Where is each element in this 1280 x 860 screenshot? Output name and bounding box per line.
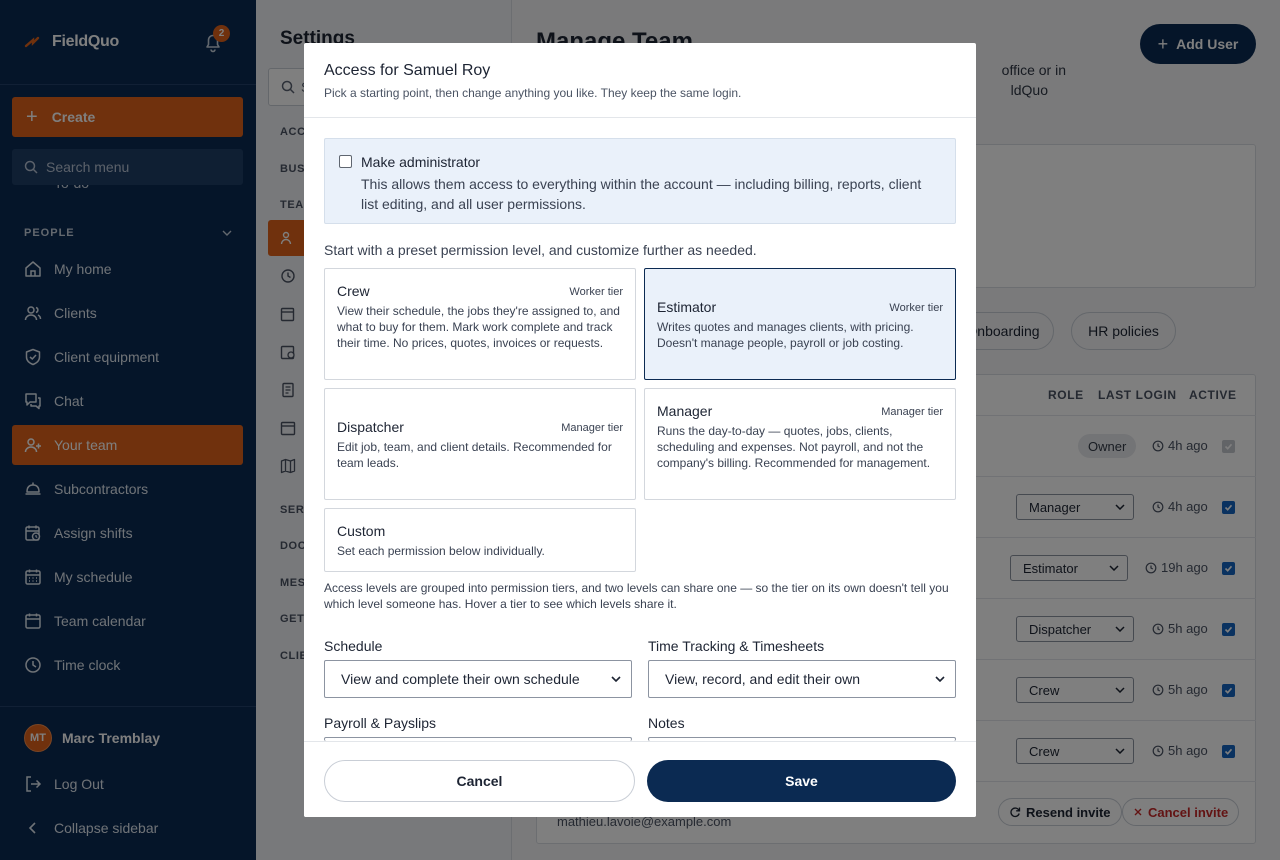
preset-card-manager[interactable] xyxy=(644,388,956,500)
preset-tier[interactable]: Worker tier xyxy=(569,286,623,298)
preset-tier[interactable]: Manager tier xyxy=(881,406,943,418)
preset-tier[interactable]: Manager tier xyxy=(561,422,623,434)
preset-description: Runs the day-to-day — quotes, jobs, clients, scheduling and expenses. Not payroll, and not the company's billing. Recommended for management. xyxy=(657,424,931,470)
permission-label-time-tracking: Time Tracking & Timesheets xyxy=(648,638,825,654)
time-tracking-permission-select[interactable] xyxy=(648,660,956,698)
chevron-down-icon xyxy=(611,676,621,682)
preset-description: Set each permission below individually. xyxy=(337,544,545,558)
preset-tier[interactable]: Worker tier xyxy=(889,302,943,314)
schedule-permission-select[interactable] xyxy=(324,660,632,698)
tier-note: Access levels are grouped into permission tiers, and two levels can share one — so the tier on its own doesn't tell you which level someone has. Hover a tier to see which levels share it. xyxy=(324,581,949,611)
access-modal xyxy=(304,43,976,817)
preset-name: Estimator xyxy=(657,299,717,315)
select-value: View, record, and edit their own xyxy=(665,671,861,687)
permission-label-payroll: Payroll & Payslips xyxy=(324,715,437,731)
preset-card-crew[interactable] xyxy=(324,268,636,380)
preset-name: Custom xyxy=(337,523,386,539)
modal-header xyxy=(304,43,976,118)
preset-card-estimator[interactable] xyxy=(644,268,956,380)
preset-card-custom[interactable] xyxy=(324,508,636,572)
chevron-down-icon xyxy=(935,676,945,682)
save-button[interactable]: Save xyxy=(647,760,956,802)
cancel-button[interactable]: Cancel xyxy=(324,760,635,802)
preset-description: Writes quotes and manages clients, with pricing. Doesn't manage people, payroll or job costing. xyxy=(657,320,914,350)
preset-description: View their schedule, the jobs they're assigned to, and what to buy for them. Mark work complete and track their time. No prices, quotes, invoices or requests. xyxy=(337,304,620,350)
preset-name: Dispatcher xyxy=(337,419,404,435)
preset-description: Edit job, team, and client details. Recommended for team leads. xyxy=(337,440,612,470)
make-admin-panel xyxy=(324,138,956,224)
modal-footer xyxy=(304,741,976,817)
permission-label-notes: Notes xyxy=(648,715,685,731)
select-value: View and complete their own schedule xyxy=(341,671,580,687)
make-admin-title[interactable]: Make administrator xyxy=(361,154,481,170)
make-admin-checkbox[interactable] xyxy=(339,155,352,168)
preset-intro: Start with a preset permission level, and customize further as needed. xyxy=(324,242,757,258)
preset-card-dispatcher[interactable] xyxy=(324,388,636,500)
modal-title: Access for Samuel Roy xyxy=(324,62,491,79)
preset-name: Manager xyxy=(657,403,713,419)
modal-subtitle: Pick a starting point, then change anything you like. They keep the same login. xyxy=(324,86,742,100)
preset-name: Crew xyxy=(337,283,370,299)
make-admin-description: This allows them access to everything within the account — including billing, reports, client list editing, and all user permissions. xyxy=(361,176,922,212)
permission-label-schedule: Schedule xyxy=(324,638,383,654)
